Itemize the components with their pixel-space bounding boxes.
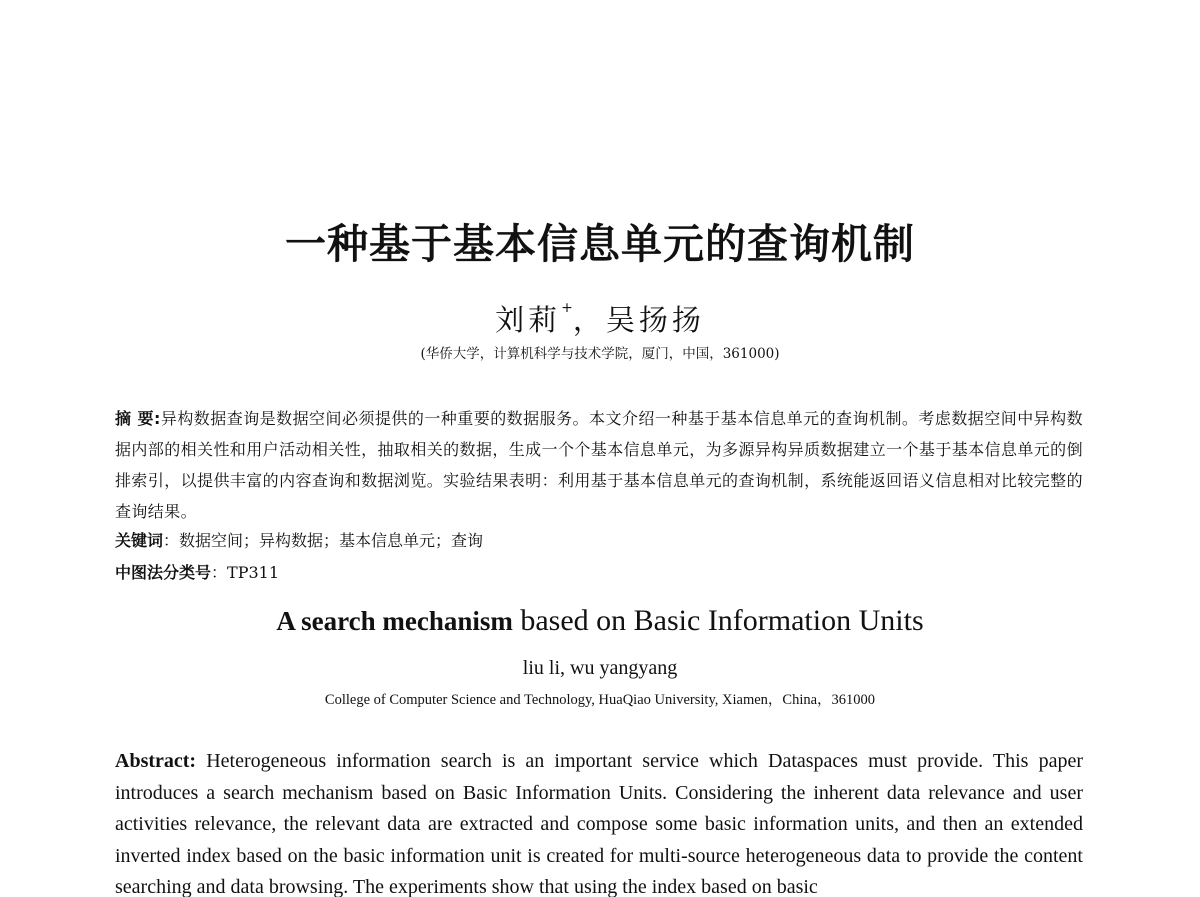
- classification-label-cn: 中图法分类号: [115, 563, 212, 582]
- title-english: [0, 600, 1200, 642]
- authors-english: liu li, wu yangyang: [522, 657, 678, 679]
- affiliation-chinese: (华侨大学，计算机科学与技术学院，厦门，中国，361000): [420, 346, 780, 362]
- abstract-text-en: Heterogeneous information search is an important service which Dataspaces must provide. This paper introduces a search mechanism based on Basic Information Units. Considering the inherent data relevance and user activities relevance, the relevant data are extracted and compose some basic information units, and then an extended inverted index based on the basic information unit is created for multi-source heterogeneous data to provide the content searching and data browsing. The experiments show that using the index based on basic: [115, 750, 1083, 897]
- keywords-label-cn: 关键词: [115, 531, 164, 550]
- abstract-english: [115, 746, 1083, 897]
- keywords-chinese: [115, 528, 483, 554]
- abstract-label-cn: 摘 要:: [115, 409, 161, 428]
- abstract-text-cn: 异构数据查询是数据空间必须提供的一种重要的数据服务。本文介绍一种基于基本信息单元的查询机制。考虑数据空间中异构数据内部的相关性和用户活动相关性，抽取相关的数据，生成一个个基本信息单元，为多源异构异质数据建立一个基于基本信息单元的倒排索引，以提供丰富的内容查询和数据浏览。实验结果表明：利用基于基本信息单元的查询机制，系统能返回语义信息相对比较完整的查询结果。: [115, 409, 1083, 521]
- author-first-cn: 刘莉: [495, 303, 562, 337]
- title-english-normal: based on Basic Information Units: [512, 604, 924, 637]
- classification-code-cn: TP311: [227, 563, 280, 582]
- keywords-sep-cn: ：: [163, 531, 180, 550]
- author-second-cn: 吴扬扬: [605, 303, 705, 337]
- classification-sep-cn: ：: [211, 563, 228, 582]
- keywords-text-cn: 数据空间；异构数据；基本信息单元；查询: [179, 531, 484, 550]
- abstract-chinese: [115, 403, 1083, 527]
- authors-chinese: [0, 286, 1200, 342]
- author-separator-cn: ，: [572, 303, 606, 337]
- title-chinese: 一种基于基本信息单元的查询机制: [285, 220, 915, 268]
- affiliation-english: College of Computer Science and Technology, HuaQiao University, Xiamen，China，361000: [324, 692, 876, 708]
- classification-chinese: [115, 560, 279, 586]
- abstract-label-en: Abstract:: [115, 750, 197, 772]
- title-english-bold: A search mechanism: [276, 606, 513, 636]
- corresponding-author-mark: +: [561, 300, 573, 316]
